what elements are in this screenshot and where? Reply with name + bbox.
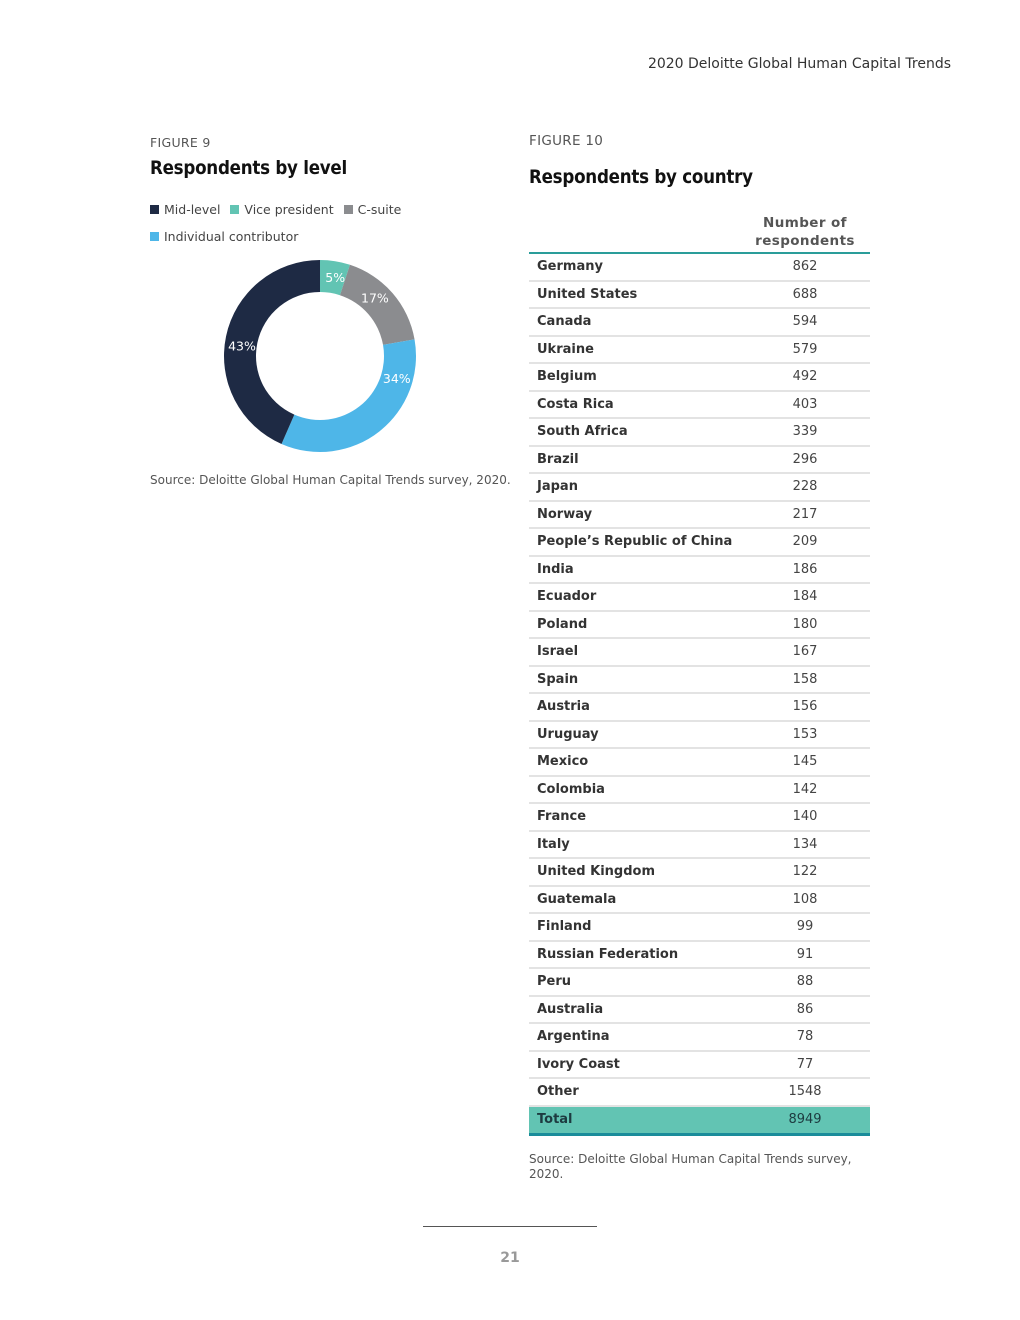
country-name: Germany <box>537 259 603 275</box>
country-name: South Africa <box>537 424 628 440</box>
country-name: Italy <box>537 836 570 852</box>
respondent-count: 228 <box>792 479 818 495</box>
table-row <box>529 337 870 365</box>
country-name: Ukraine <box>537 341 594 357</box>
table-total-row <box>529 1107 870 1136</box>
country-name: Peru <box>537 974 572 990</box>
figure-9-title: Respondents by level <box>150 157 347 179</box>
respondents-table <box>529 212 870 1136</box>
country-name: Austria <box>537 699 590 715</box>
table-row <box>529 254 870 282</box>
table-row <box>529 777 870 805</box>
legend-label-vice-president: Vice president <box>244 202 334 217</box>
country-name: Guatemala <box>537 891 617 907</box>
table-row <box>529 749 870 777</box>
table-row <box>529 887 870 915</box>
column-header-line-2: respondents <box>755 233 855 249</box>
donut-label-c-suite: 17% <box>361 290 389 306</box>
legend-swatch-c-suite <box>344 205 353 214</box>
table-row <box>529 997 870 1025</box>
page-number: 21 <box>500 1250 520 1266</box>
legend-item-vice-president <box>230 196 333 223</box>
table-header <box>529 212 870 254</box>
country-name: Norway <box>537 506 593 522</box>
respondent-count: 134 <box>792 836 818 852</box>
figure-10-title: Respondents by country <box>529 166 753 188</box>
footer-divider <box>423 1226 597 1227</box>
respondent-count: 862 <box>792 259 818 275</box>
country-name: Uruguay <box>537 726 599 742</box>
legend-label-c-suite: C-suite <box>357 202 402 217</box>
total-label: Total <box>537 1112 573 1127</box>
respondent-count: 142 <box>792 781 818 797</box>
respondent-count: 167 <box>792 644 818 660</box>
respondent-count: 403 <box>792 396 818 412</box>
table-row <box>529 942 870 970</box>
country-name: Belgium <box>537 369 597 385</box>
running-header: 2020 Deloitte Global Human Capital Trends <box>647 56 951 72</box>
table-body <box>529 254 870 1107</box>
table-row <box>529 529 870 557</box>
table-row <box>529 419 870 447</box>
country-name: Colombia <box>537 781 605 797</box>
table-row <box>529 667 870 695</box>
donut-label-individual-contributor: 34% <box>382 370 411 386</box>
respondent-count: 1548 <box>788 1084 822 1100</box>
country-name: Japan <box>537 479 578 495</box>
country-name: Ecuador <box>537 589 597 605</box>
legend-swatch-vice-president <box>230 205 239 214</box>
country-name: United Kingdom <box>537 864 656 880</box>
legend-item-mid-level <box>150 196 220 223</box>
country-name: United States <box>537 286 638 302</box>
table-row <box>529 859 870 887</box>
table-row <box>529 1052 870 1080</box>
table-row <box>529 694 870 722</box>
donut-label-mid-level: 43% <box>228 338 256 354</box>
respondent-count: 77 <box>796 1056 814 1072</box>
table-row <box>529 502 870 530</box>
table-row <box>529 364 870 392</box>
legend-swatch-individual-contributor <box>150 232 159 241</box>
figure-9-source: Source: Deloitte Global Human Capital Trends survey, 2020. <box>150 473 511 487</box>
table-row <box>529 914 870 942</box>
figure-9-label: FIGURE 9 <box>150 135 211 150</box>
respondent-count: 153 <box>792 726 818 742</box>
figure-10-label: FIGURE 10 <box>529 133 604 149</box>
respondent-count: 88 <box>796 974 814 990</box>
table-row <box>529 639 870 667</box>
table-row <box>529 832 870 860</box>
table-row <box>529 557 870 585</box>
respondents-column-header <box>740 214 870 250</box>
respondent-count: 296 <box>792 451 818 467</box>
table-row <box>529 804 870 832</box>
respondent-count: 217 <box>792 506 818 522</box>
table-row <box>529 612 870 640</box>
country-name: Costa Rica <box>537 396 614 412</box>
donut-chart <box>215 251 425 461</box>
country-name: Mexico <box>537 754 589 770</box>
table-row <box>529 969 870 997</box>
table-row <box>529 282 870 310</box>
respondent-count: 145 <box>792 754 818 770</box>
table-row <box>529 1024 870 1052</box>
respondent-count: 209 <box>792 534 818 550</box>
country-name: Other <box>537 1084 579 1100</box>
country-name: Canada <box>537 314 592 330</box>
table-row <box>529 447 870 475</box>
respondent-count: 579 <box>792 341 818 357</box>
table-row <box>529 392 870 420</box>
respondent-count: 78 <box>796 1029 814 1045</box>
respondent-count: 339 <box>792 424 818 440</box>
country-name: Poland <box>537 616 588 632</box>
respondent-count: 184 <box>792 589 818 605</box>
country-name: Israel <box>537 644 579 660</box>
respondent-count: 156 <box>792 699 818 715</box>
respondent-count: 122 <box>792 864 818 880</box>
table-row <box>529 1079 870 1107</box>
column-header-line-1: Number of <box>763 215 847 231</box>
country-name: Finland <box>537 919 592 935</box>
country-name: France <box>537 809 587 825</box>
respondent-count: 86 <box>796 1001 814 1017</box>
respondent-count: 186 <box>792 561 818 577</box>
respondent-count: 91 <box>796 946 814 962</box>
country-name: Russian Federation <box>537 946 679 962</box>
table-row <box>529 474 870 502</box>
donut-slice-individual-contributor <box>282 339 416 452</box>
country-name: Australia <box>537 1001 604 1017</box>
respondent-count: 688 <box>792 286 818 302</box>
figure-10-source: Source: Deloitte Global Human Capital Trends survey, 2020. <box>529 1152 852 1181</box>
respondent-count: 99 <box>796 919 814 935</box>
respondent-count: 492 <box>792 369 818 385</box>
country-name: India <box>537 561 574 577</box>
table-row <box>529 584 870 612</box>
country-name: Ivory Coast <box>537 1056 620 1072</box>
legend-item-c-suite <box>344 196 402 223</box>
country-name: Spain <box>537 671 579 687</box>
chart-legend <box>150 196 420 250</box>
country-name: Argentina <box>537 1029 610 1045</box>
table-row <box>529 722 870 750</box>
table-row <box>529 309 870 337</box>
respondent-count: 594 <box>792 314 818 330</box>
country-name: Brazil <box>537 451 579 467</box>
respondent-count: 180 <box>792 616 818 632</box>
respondent-count: 140 <box>792 809 818 825</box>
respondent-count: 108 <box>792 891 818 907</box>
respondent-count: 158 <box>792 671 818 687</box>
legend-label-individual-contributor: Individual contributor <box>164 229 299 244</box>
country-name: People’s Republic of China <box>537 534 733 550</box>
total-count: 8949 <box>788 1112 822 1127</box>
legend-swatch-mid-level <box>150 205 159 214</box>
legend-item-individual-contributor <box>150 223 298 250</box>
donut-label-vice-president: 5% <box>325 269 346 285</box>
legend-label-mid-level: Mid-level <box>164 202 221 217</box>
